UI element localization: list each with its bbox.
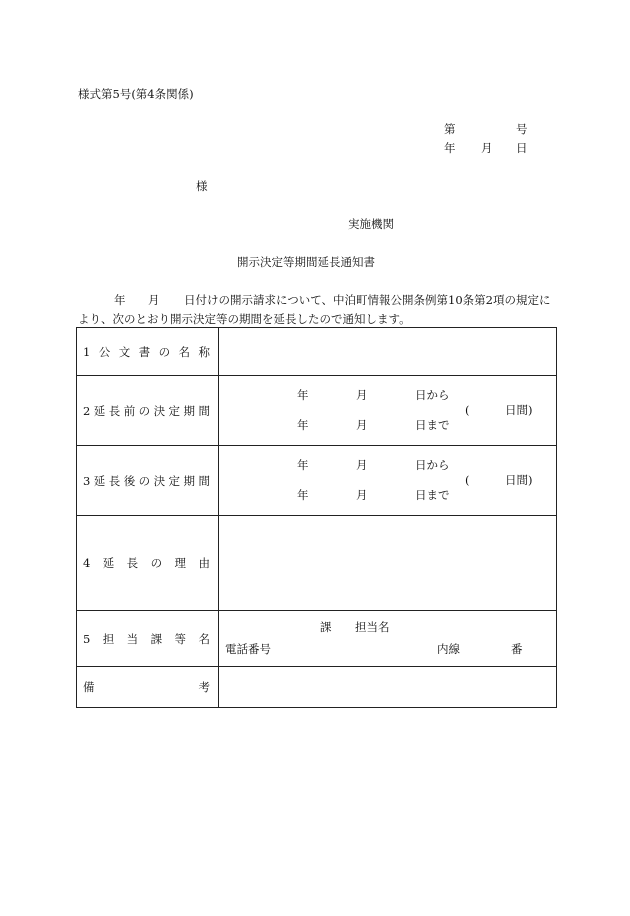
period-after-until-day: 日まで bbox=[415, 488, 450, 502]
table-row-remarks bbox=[77, 667, 557, 708]
field-period-after[interactable] bbox=[219, 446, 557, 516]
field-remarks[interactable] bbox=[219, 667, 557, 708]
date-day: 日 bbox=[516, 141, 528, 155]
table-row-period-after bbox=[77, 446, 557, 516]
period-after-days: 日間) bbox=[505, 473, 533, 487]
contact-tel: 電話番号 bbox=[225, 642, 271, 656]
period-before-open-paren: ( bbox=[465, 403, 470, 417]
table-row-contact bbox=[77, 611, 557, 667]
body-year: 年 bbox=[114, 293, 126, 307]
contact-ka: 課 bbox=[320, 620, 332, 634]
field-reason[interactable] bbox=[219, 516, 557, 611]
field-document-name[interactable] bbox=[219, 328, 557, 376]
date-year: 年 bbox=[444, 141, 456, 155]
period-after-open-paren: ( bbox=[465, 473, 470, 487]
body-line1: 日付けの開示請求について、中泊町情報公開条例第10条第2項の規定に bbox=[184, 293, 551, 307]
period-before-until-day: 日まで bbox=[415, 418, 450, 432]
period-after-from-year: 年 bbox=[297, 458, 309, 472]
label-reason: 4 延 長 の 理 由 bbox=[77, 516, 219, 611]
label-remarks: 備 考 bbox=[77, 667, 219, 708]
date-month: 月 bbox=[481, 141, 493, 155]
field-period-before[interactable] bbox=[219, 376, 557, 446]
page-title: 開示決定等期間延長通知書 bbox=[237, 255, 375, 269]
period-after-until-year: 年 bbox=[297, 488, 309, 502]
body-line2: より、次のとおり開示決定等の期間を延長したので通知します。 bbox=[78, 312, 411, 326]
doc-number-go: 号 bbox=[516, 122, 528, 136]
table-row-period-before bbox=[77, 376, 557, 446]
period-before-until-year: 年 bbox=[297, 418, 309, 432]
contact-tantou: 担当名 bbox=[355, 620, 390, 634]
period-after-from-day: 日から bbox=[415, 458, 450, 472]
label-period-after: 3 延 長 後 の 決 定 期 間 bbox=[77, 446, 219, 516]
period-before-until-month: 月 bbox=[356, 418, 368, 432]
issuer: 実施機関 bbox=[348, 217, 394, 231]
period-after-until-month: 月 bbox=[356, 488, 368, 502]
period-before-from-month: 月 bbox=[356, 388, 368, 402]
label-period-before: 2 延 長 前 の 決 定 期 間 bbox=[77, 376, 219, 446]
field-contact[interactable] bbox=[219, 611, 557, 667]
table-row-document-name bbox=[77, 328, 557, 376]
table-row-reason bbox=[77, 516, 557, 611]
form-number: 様式第5号(第4条関係) bbox=[78, 87, 194, 101]
label-document-name: 1 公 文 書 の 名 称 bbox=[77, 328, 219, 376]
period-before-from-year: 年 bbox=[297, 388, 309, 402]
period-before-from-day: 日から bbox=[415, 388, 450, 402]
form-table bbox=[76, 327, 557, 708]
doc-number-dai: 第 bbox=[444, 122, 456, 136]
label-contact: 5 担 当 課 等 名 bbox=[77, 611, 219, 667]
period-before-days: 日間) bbox=[505, 403, 533, 417]
contact-ban: 番 bbox=[511, 642, 523, 656]
recipient-suffix: 様 bbox=[196, 179, 208, 193]
contact-naisen: 内線 bbox=[437, 642, 460, 656]
period-after-from-month: 月 bbox=[356, 458, 368, 472]
body-month: 月 bbox=[148, 293, 160, 307]
